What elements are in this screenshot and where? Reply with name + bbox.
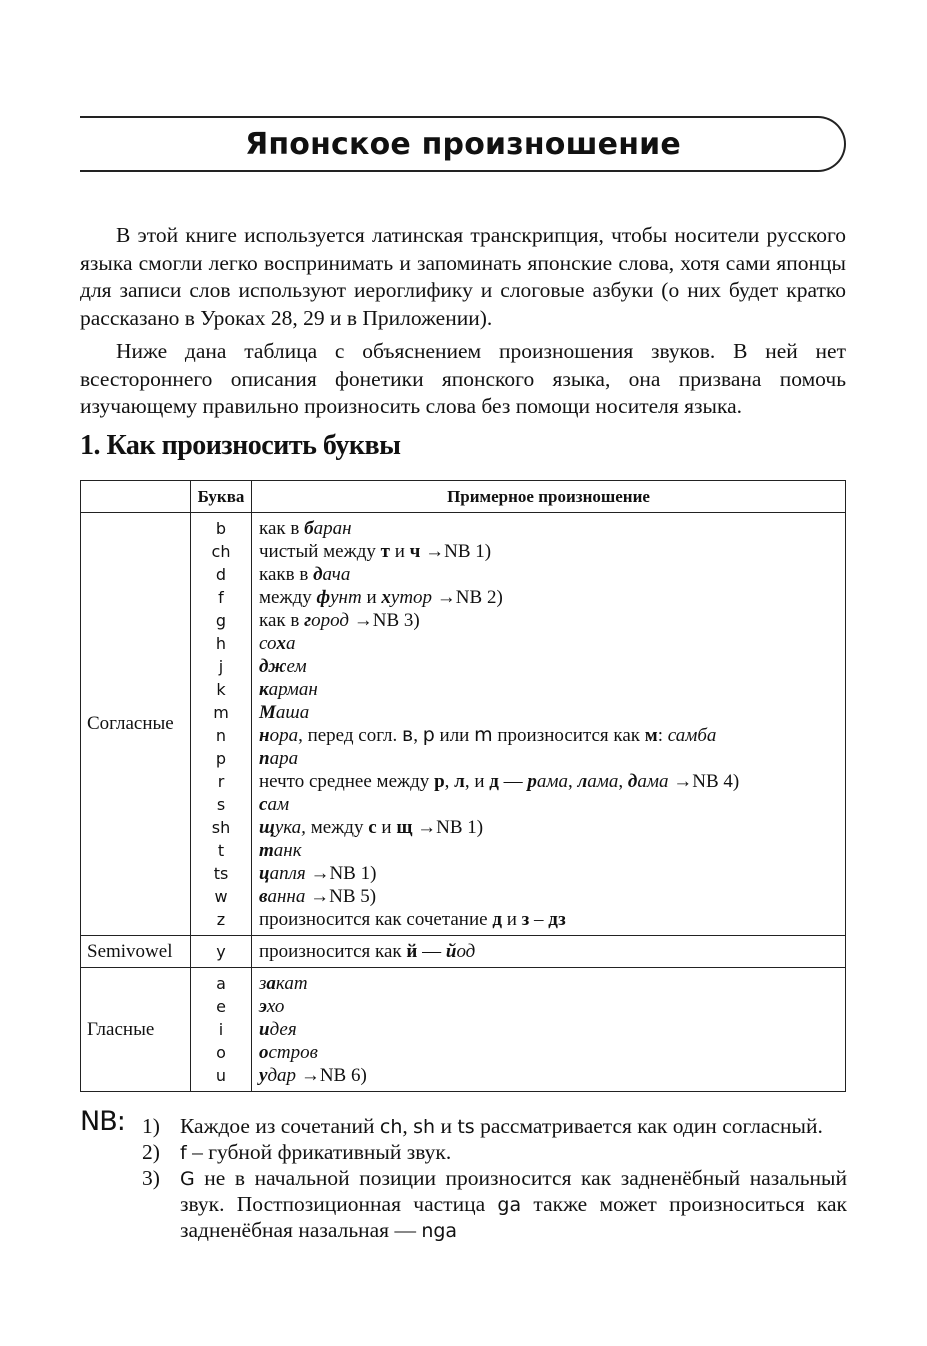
pronunciation-cell xyxy=(252,513,846,936)
letter: ch xyxy=(211,542,231,561)
pronunciation-line: щука, между с и щ →NB 1) xyxy=(259,817,484,838)
note-item xyxy=(0,1166,927,1244)
letter: k xyxy=(216,680,226,699)
group-label: Согласные xyxy=(81,513,191,936)
note-text: G не в начальной позиции произносится как задненёбный назальный звук. Постпозиционная частица ga также может произноситься как задненёбная назальная — nga xyxy=(180,1166,847,1242)
letter: u xyxy=(215,1066,227,1085)
intro-paragraph-1: В этой книге используется латинская транскрипция, чтобы носители русского языка смогли легко воспринимать и запоминать японские слова, хотя сами японцы для записи слов используют иероглифику и слоговые азбуки (о них будет кратко рассказано в Уроках 28, 29 и в Приложении). xyxy=(80,223,846,330)
letter: s xyxy=(216,795,226,814)
letter: w xyxy=(214,887,228,906)
pronunciation-line: какв в дача xyxy=(259,564,351,585)
letter: sh xyxy=(211,818,231,837)
pronunciation-line: цапля →NB 1) xyxy=(259,863,377,884)
page-title: Японское произношение xyxy=(245,126,681,162)
letter: i xyxy=(218,1020,224,1039)
pronunciation-line: идея xyxy=(259,1019,297,1040)
letter: o xyxy=(216,1043,226,1062)
header-pronunciation: Примерное произношение xyxy=(252,481,846,513)
table-row xyxy=(81,968,846,1092)
pronunciation-table xyxy=(80,480,846,1092)
pronunciation-line: как в баран xyxy=(259,518,352,539)
pronunciation-line: между фунт и хутор →NB 2) xyxy=(259,587,503,608)
pronunciation-line: джем xyxy=(259,656,307,677)
notes-list xyxy=(0,1114,927,1244)
letter: b xyxy=(215,519,227,538)
note-text: f – губной фрикативный звук. xyxy=(180,1140,452,1164)
pronunciation-line: Маша xyxy=(259,702,310,723)
letters-cell xyxy=(191,513,252,936)
intro-text xyxy=(80,222,846,421)
group-label: Гласные xyxy=(81,968,191,1092)
pronunciation-line: чистый между т и ч →NB 1) xyxy=(259,541,492,562)
pronunciation-cell xyxy=(252,936,846,968)
intro-paragraph-2: Ниже дана таблица с объяснением произношения звуков. В ней нет всестороннего описания фонетики японского языка, она призвана помочь изучающему правильно произносить слова без помощи носителя языка. xyxy=(80,339,846,418)
note-text: Каждое из сочетаний ch, sh и ts рассматривается как один согласный. xyxy=(180,1114,823,1138)
pronunciation-line: ванна →NB 5) xyxy=(259,886,377,907)
letter: g xyxy=(215,611,227,630)
pronunciation-line: остров xyxy=(259,1042,318,1063)
table-row xyxy=(81,936,846,968)
pronunciation-line: эхо xyxy=(259,996,285,1017)
pronunciation-line: нечто среднее между р, л, и д — рама, лама, дама →NB 4) xyxy=(259,771,740,792)
table-row xyxy=(81,513,846,936)
table-header-row xyxy=(81,481,846,513)
pronunciation-cell xyxy=(252,968,846,1092)
note-number: 3) xyxy=(142,1166,160,1190)
pronunciation-line: сам xyxy=(259,794,290,815)
letter: h xyxy=(215,634,227,653)
letter: a xyxy=(216,974,226,993)
nb-label: NB: xyxy=(80,1106,125,1137)
letter: y xyxy=(216,942,226,961)
letter: m xyxy=(213,703,229,722)
pronunciation-line: нора, перед согл. в, р или m произносится как м: самба xyxy=(259,724,717,746)
pronunciation-line: карман xyxy=(259,679,318,700)
pronunciation-line: произносится как сочетание д и з – дз xyxy=(259,909,566,930)
letter: z xyxy=(216,910,226,929)
pronunciation-line: соха xyxy=(259,633,296,654)
letter: f xyxy=(218,588,224,607)
letter: p xyxy=(215,749,227,768)
pronunciation-line: танк xyxy=(259,840,302,861)
letter: n xyxy=(215,726,227,745)
section-heading: 1. Как произносить буквы xyxy=(80,430,401,461)
group-label: Semivowel xyxy=(81,936,191,968)
letter: j xyxy=(218,657,224,676)
letter: r xyxy=(217,772,225,791)
letter: t xyxy=(217,841,225,860)
letters-cell xyxy=(191,968,252,1092)
pronunciation-line: как в город →NB 3) xyxy=(259,610,420,631)
note-number: 1) xyxy=(142,1114,160,1138)
note-item xyxy=(0,1114,927,1140)
letter: d xyxy=(215,565,227,584)
note-item xyxy=(0,1140,927,1166)
pronunciation-line: закат xyxy=(259,973,308,994)
pronunciation-line: удар →NB 6) xyxy=(259,1065,367,1086)
header-group xyxy=(81,481,191,513)
pronunciation-line: пара xyxy=(259,748,299,769)
header-letter: Буква xyxy=(191,481,252,513)
letters-cell xyxy=(191,936,252,968)
letter: e xyxy=(216,997,226,1016)
note-number: 2) xyxy=(142,1140,160,1164)
letter: ts xyxy=(213,864,229,883)
pronunciation-line: произносится как й — йод xyxy=(259,941,476,962)
